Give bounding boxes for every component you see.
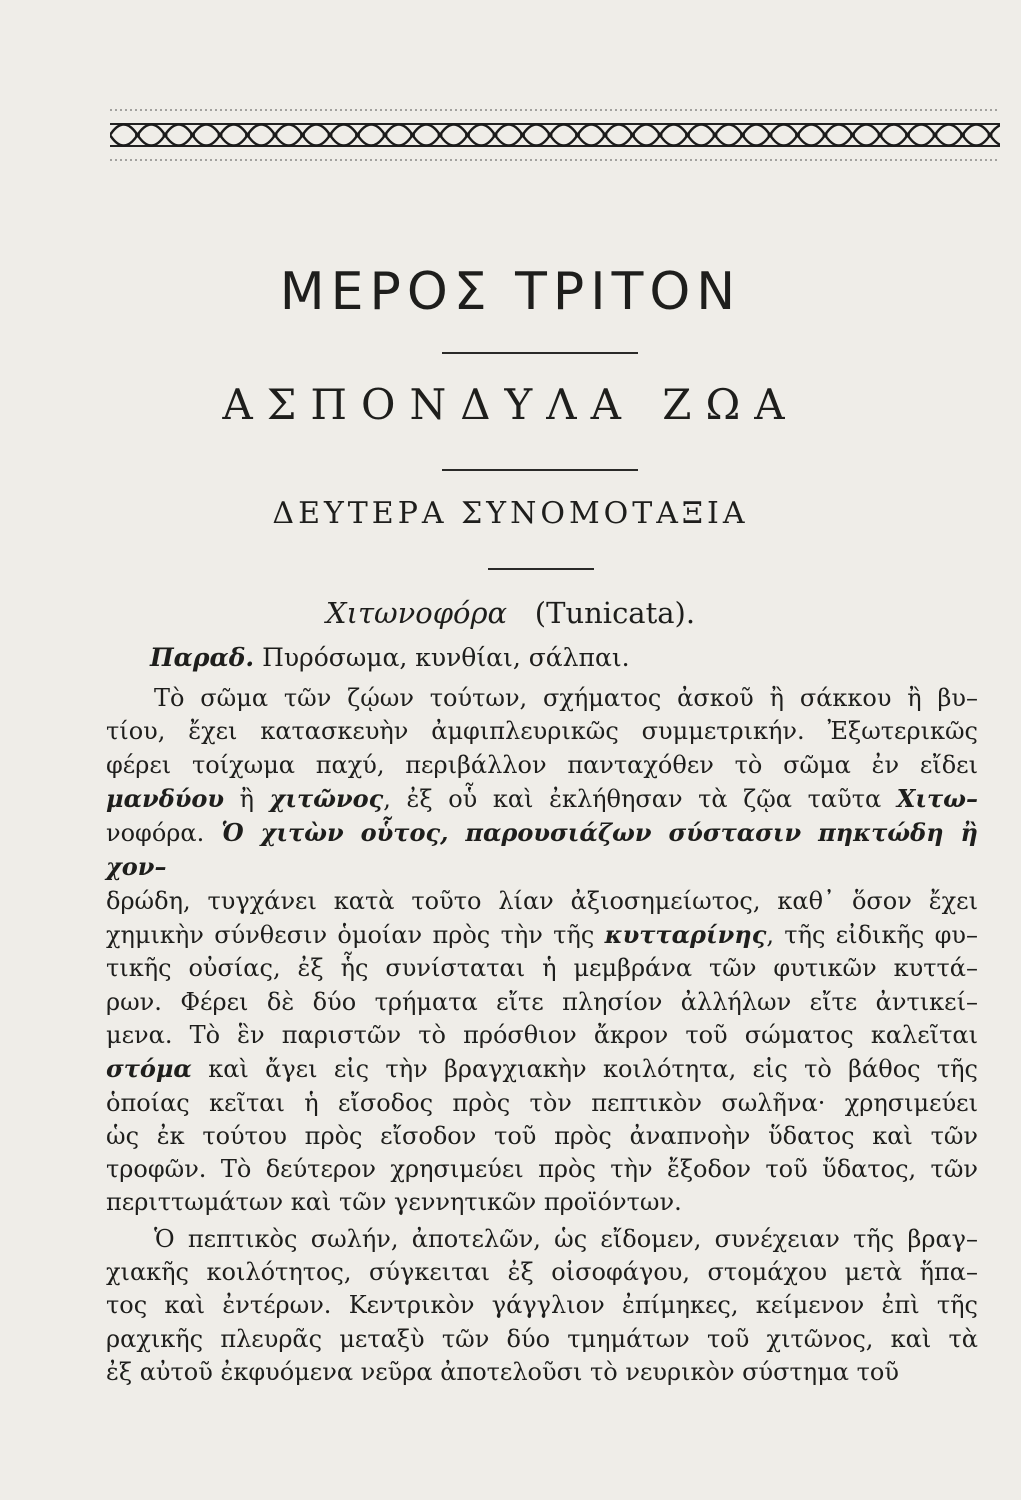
- text-line: τος καὶ ἐντέρων. Κεντρικὸν γάγγλιον ἐπίμηκες, κείμενον ἐπὶ τῆς: [106, 1291, 978, 1320]
- emphasized-term: Χιτω–: [896, 783, 979, 813]
- text-line: Τὸ σῶμα τῶν ζῴων τούτων, σχήματος ἀσκοῦ ἢ σάκκου ἢ βυ–: [154, 684, 978, 712]
- section-title: ΑΣΠΟΝΔΥΛΑ ΖΩΑ: [222, 380, 799, 429]
- text-line: στόμα καὶ ἄγει εἰς τὴν βραγχιακὴν κοιλότητα, εἰς τὸ βάθος τῆς: [106, 1054, 978, 1084]
- decorative-header-ornament: [110, 100, 1000, 170]
- text-line: χιακῆς κοιλότητος, σύγκειται ἐξ οἰσοφάγου, στομάχου μετὰ ἥπα–: [106, 1258, 978, 1287]
- text-line: τίου, ἔχει κατασκευὴν ἀμφιπλευρικῶς συμμετρικήν. Ἐξωτερικῶς: [106, 717, 978, 746]
- examples-line: [150, 643, 630, 672]
- text-line: ρων. Φέρει δὲ δύο τρήματα εἴτε πλησίον ἀλλήλων εἴτε ἀντικεί–: [106, 987, 978, 1016]
- divider-rule: [442, 352, 638, 354]
- examples-label: Παραδ.: [150, 643, 255, 672]
- paragraph: [106, 1223, 978, 1389]
- text-line: Ὁ πεπτικὸς σωλήν, ἀποτελῶν, ὡς εἴδομεν, συνέχειαν τῆς βραγ–: [154, 1224, 978, 1253]
- part-title: ΜΕΡΟΣ ΤΡΙΤΟΝ: [279, 262, 742, 322]
- body-text: [106, 682, 978, 1389]
- emphasized-term: κυτταρίνης: [604, 920, 767, 950]
- text-line: ραχικῆς πλευρᾶς μεταξὺ τῶν δύο τμημάτων τοῦ χιτῶνος, καὶ τὰ: [106, 1324, 978, 1353]
- text-line: φέρει τοίχωμα παχύ, περιβάλλον πανταχόθεν τὸ σῶμα ἐν εἴδει: [106, 750, 978, 779]
- text-line: ὁποίας κεῖται ἡ εἴσοδος πρὸς τὸν πεπτικὸν σωλῆνα· χρησιμεύει: [106, 1088, 978, 1117]
- subsection-title: ΔΕΥΤΕΡΑ ΣΥΝΟΜΟΤΑΞΙΑ: [272, 496, 749, 531]
- divider-rule: [488, 568, 594, 570]
- emphasized-term: μανδύου: [106, 783, 225, 813]
- paragraph: [106, 682, 978, 1220]
- text-line: τροφῶν. Τὸ δεύτερον χρησιμεύει πρὸς τὴν ἔξοδον τοῦ ὕδατος, τῶν: [106, 1155, 978, 1184]
- emphasized-term: χιτῶνος: [269, 783, 384, 813]
- text-line: περιττωμάτων καὶ τῶν γεννητικῶν προϊόντων.: [106, 1188, 682, 1217]
- text-line: μανδύου ἢ χιτῶνος, ἐξ οὗ καὶ ἐκλήθησαν τὰ ζῷα ταῦτα Χιτω–: [106, 783, 979, 813]
- text-line: χημικὴν σύνθεσιν ὁμοίαν πρὸς τὴν τῆς κυτταρίνης, τῆς εἰδικῆς φυ–: [106, 920, 979, 950]
- text-line: μενα. Τὸ ἓν παριστῶν τὸ πρόσθιον ἄκρον τοῦ σώματος καλεῖται: [106, 1020, 978, 1049]
- emphasized-term: στόμα: [106, 1054, 192, 1084]
- class-heading: [0, 596, 1021, 630]
- class-name-greek: Χιτωνοφόρα: [325, 596, 508, 630]
- text-line: δρώδη, τυγχάνει κατὰ τοῦτο λίαν ἀξιοσημείωτος, καθ᾽ ὅσον ἔχει: [106, 886, 978, 915]
- divider-rule: [442, 469, 638, 471]
- class-name-latin: (Tunicata).: [534, 596, 696, 630]
- text-line: νοφόρα. Ὁ χιτὼν οὗτος, παρουσιάζων σύστασιν πηκτώδη ἢ χον–: [106, 818, 978, 882]
- text-line: ἐξ αὐτοῦ ἐκφυόμενα νεῦρα ἀποτελοῦσι τὸ νευρικὸν σύστημα τοῦ: [106, 1357, 899, 1386]
- emphasized-term: Ὁ χιτὼν οὗτος, παρουσιάζων σύστασιν πηκτώδη ἢ χον–: [106, 818, 978, 882]
- text-line: τικῆς οὐσίας, ἐξ ἧς συνίσταται ἡ μεμβράνα τῶν φυτικῶν κυττά–: [106, 954, 978, 983]
- examples-text: Πυρόσωμα, κυνθίαι, σάλπαι.: [262, 643, 630, 672]
- text-line: ὡς ἐκ τούτου πρὸς εἴσοδον τοῦ πρὸς ἀναπνοὴν ὕδατος καὶ τῶν: [106, 1121, 978, 1150]
